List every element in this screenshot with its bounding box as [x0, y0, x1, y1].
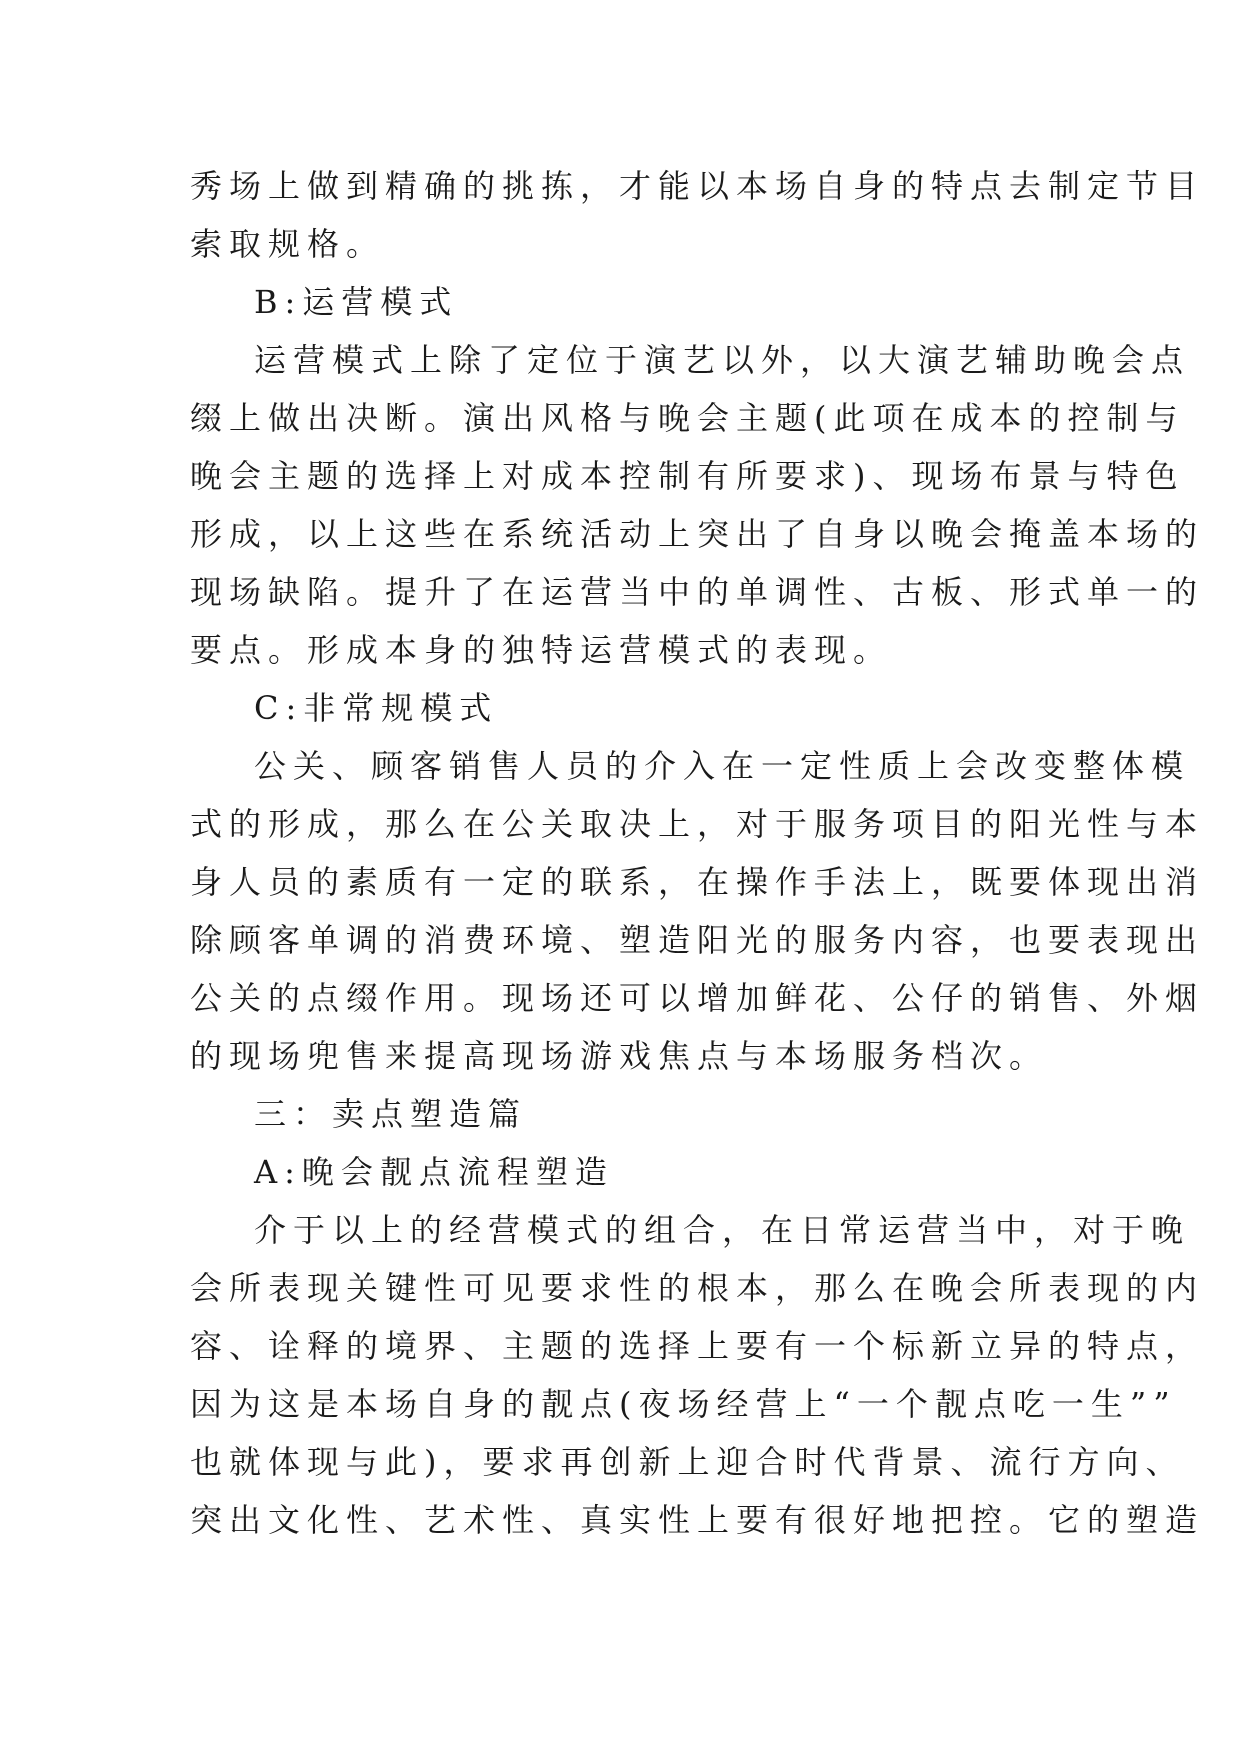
text-line: 容、诠释的境界、主题的选择上要有一个标新立异的特点， — [190, 1327, 1205, 1365]
text-line: 式的形成，那么在公关取决上，对于服务项目的阳光性与本 — [190, 805, 1205, 843]
chapter-heading: 三：卖点塑造篇 — [254, 1095, 528, 1133]
section-heading-c: C:非常规模式 — [254, 689, 499, 727]
text-line: 的现场兜售来提高现场游戏焦点与本场服务档次。 — [190, 1037, 1049, 1075]
text-line: 突出文化性、艺术性、真实性上要有很好地把控。它的塑造 — [190, 1501, 1205, 1539]
text-line: 也就体现与此)，要求再创新上迎合时代背景、流行方向、 — [190, 1443, 1185, 1481]
text-line: 公关的点缀作用。现场还可以增加鲜花、公仔的销售、外烟 — [190, 979, 1205, 1017]
text-line: 会所表现关键性可见要求性的根本，那么在晚会所表现的内 — [190, 1269, 1205, 1307]
text-line: 运营模式上除了定位于演艺以外，以大演艺辅助晚会点 — [254, 341, 1191, 379]
text-line: 要点。形成本身的独特运营模式的表现。 — [190, 631, 893, 669]
body-text — [190, 157, 1205, 1549]
text-line: 秀场上做到精确的挑拣，才能以本场自身的特点去制定节目 — [190, 167, 1205, 205]
text-line: 索取规格。 — [190, 225, 386, 263]
section-heading-a: A:晚会靓点流程塑造 — [254, 1153, 614, 1191]
text-line: 现场缺陷。提升了在运营当中的单调性、古板、形式单一的 — [190, 573, 1205, 611]
text-line: 晚会主题的选择上对成本控制有所要求)、现场布景与特色 — [190, 457, 1185, 495]
text-line: 缀上做出决断。演出风格与晚会主题(此项在成本的控制与 — [190, 399, 1185, 437]
section-heading-b: B:运营模式 — [254, 283, 459, 321]
text-line: 因为这是本场自身的靓点(夜场经营上“一个靓点吃一生”” — [190, 1385, 1177, 1423]
text-line: 除顾客单调的消费环境、塑造阳光的服务内容，也要表现出 — [190, 921, 1205, 959]
text-line: 形成，以上这些在系统活动上突出了自身以晚会掩盖本场的 — [190, 515, 1205, 553]
text-line: 公关、顾客销售人员的介入在一定性质上会改变整体模 — [254, 747, 1191, 785]
text-line: 身人员的素质有一定的联系，在操作手法上，既要体现出消 — [190, 863, 1205, 901]
text-line: 介于以上的经营模式的组合，在日常运营当中，对于晚 — [254, 1211, 1191, 1249]
